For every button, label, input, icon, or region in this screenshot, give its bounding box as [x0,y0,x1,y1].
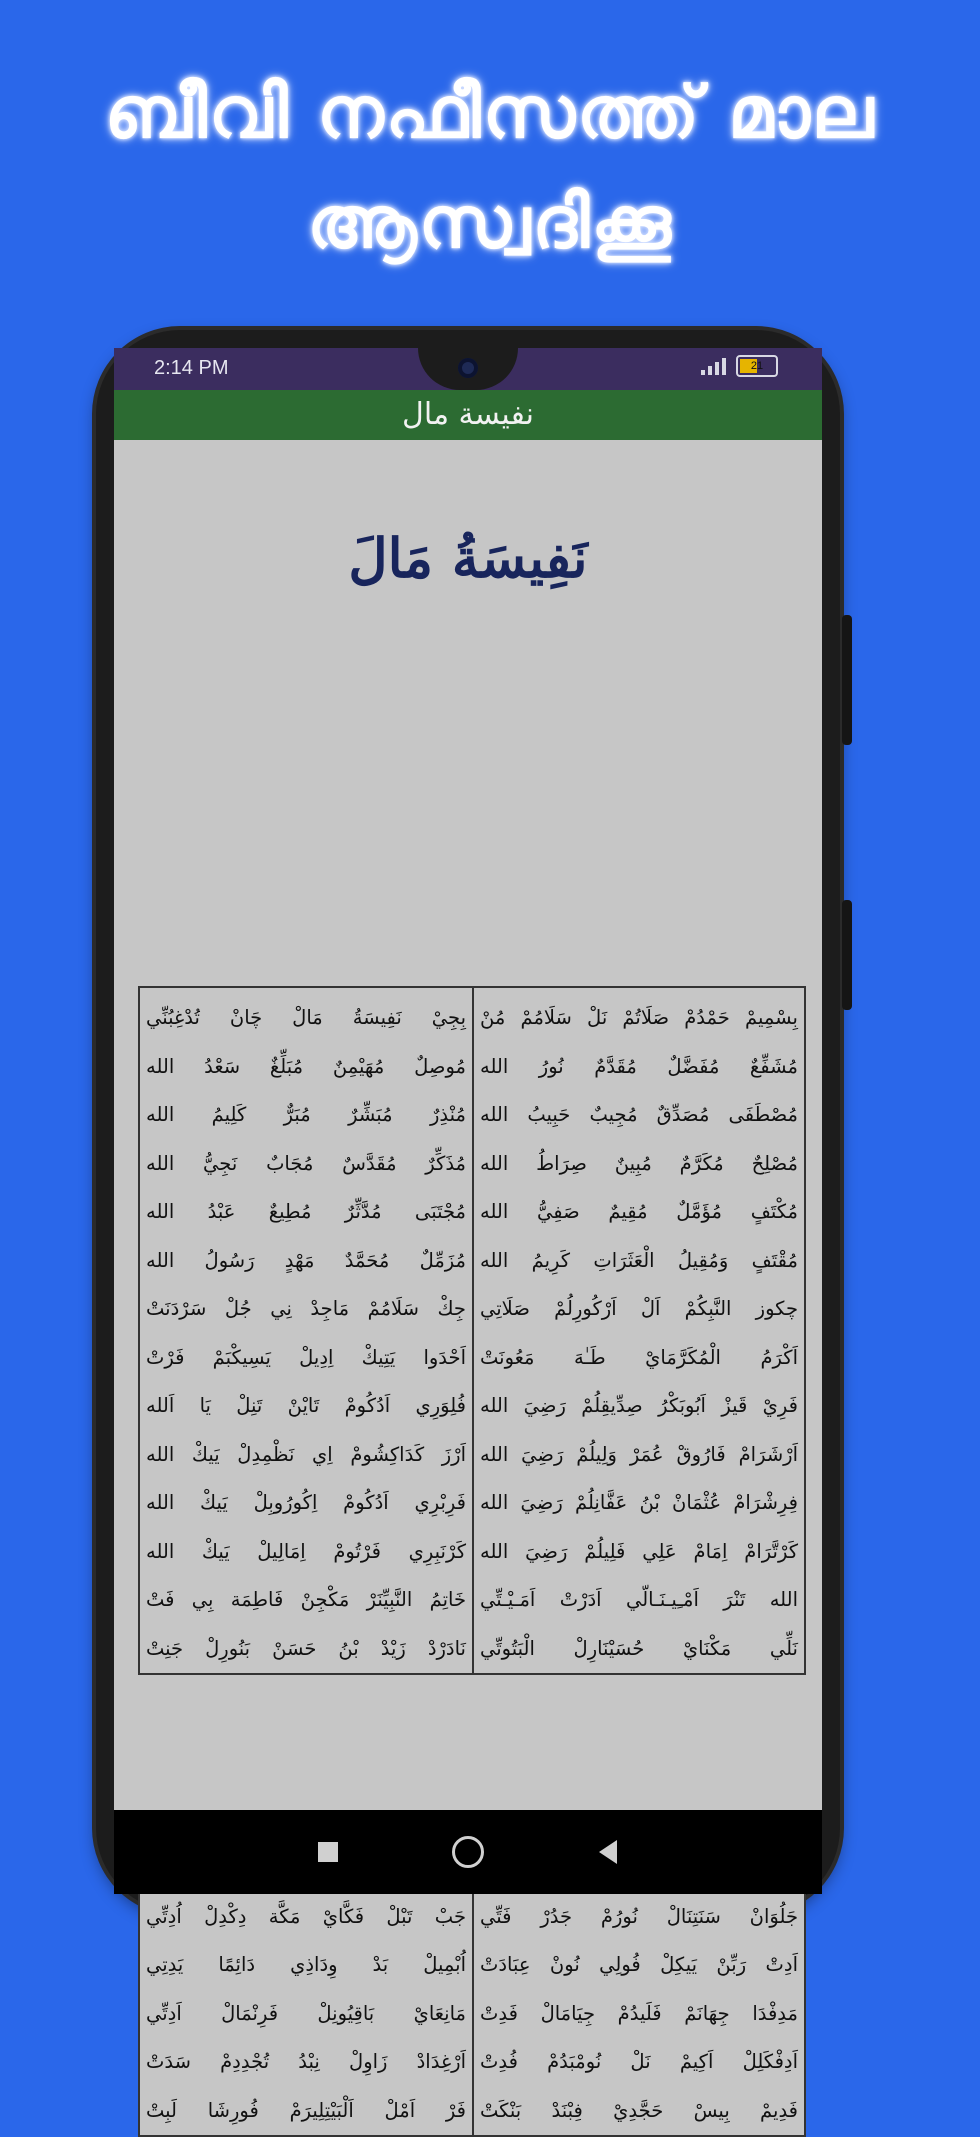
verse-line: نَادَرْدْ زَيْدْ بْنُ حَسَنْ بَنُورِلْ جَنِتْ [146,1636,466,1660]
verse-line: اَكْرَمُ الْمُكَرَّمَايْ طَـٰهَ مَعُونَتْ [480,1345,798,1369]
verse-line: اَرْشَرَامْ فَارُوقْ عُمَرْ وَلِيلُمْ رَضِيَ الله [480,1442,798,1466]
verse-line: خَاتِمُ النَّبِيِّنَرْ مَكْجِنْ فَاطِمَة بِي فَتْ [146,1588,466,1611]
phone-volume-button [842,615,852,745]
battery-icon [736,355,778,377]
recents-button[interactable] [298,1810,358,1894]
verse-table-1 [138,986,806,1675]
back-button[interactable] [578,1810,638,1894]
verse-line: الله تَنْرَ اَمْـِيـنَـالّي اَدَرْتْ اَمَـيْـتِّي [480,1588,798,1611]
status-time: 2:14 PM [154,357,229,379]
verse-line: جِكْ سَلَامُمْ مَاجِدْ نِي جُلْ سَرْدَنَتْ [146,1297,466,1320]
verse-line: اُبْمِيلْ بَدْ وِدَاذِي دَائِمًا يَدِتِي [146,1953,466,1976]
phone-power-button [842,900,852,1010]
app-bar [114,390,822,440]
verse-line: مَانِعَايْ بَاقِيُونِلْ فَرِنْمَالْ اَدِتِّي [146,2001,466,2025]
verse-line: مُنْذِرٌ مُبَشِّرٌ مُبَرٌّ كَلِيمُ الله [146,1103,466,1126]
square-icon [318,1842,338,1862]
verse-line: نَلِّي مَكْنَايْ حُسَيْنَارِلْ الْبَتُوتِّي [480,1636,798,1660]
verse-line: فُلِوَرِي اَدُكُومْ تَايْنْ تَنِلْ يَا اَلله [146,1394,466,1417]
phone-mockup [96,330,840,2122]
verse-line: مُجْتَبَى مُدَّثِّرٌ مُطِيعٌ عَبْدُ الله [146,1200,466,1223]
verse-line: مُصْلِحٌ مُكَرَّمٌ مُبِينٌ صِرَاطُ الله [480,1151,798,1175]
verse-column-left [140,988,472,1673]
verse-line: اَدِتْ رَبِّنْ يَيكِلْ فُولِي نُونْ عِبَادَتْ [480,1953,798,1976]
verse-line: فَرِيْ قَيزْ اَبُوبَكْرُ صِدِّيقِلُمْ رَضِيَ الله [480,1394,798,1417]
verse-line: اَرْغِدَادْ زَاوِلْ نِبْدُ تُجْدِدِمْ سَدَتْ [146,2050,466,2073]
verse-line: اَرْزَ كَدَاكِشُومْ اِي نَظْمِدِلْ يَيكْ الله [146,1442,466,1466]
verse-line: مُزَمِّلٌ مُحَمَّدٌ مَهْدٍ رَسُولُ الله [146,1248,466,1272]
verse-line: جَبْ تَبْلْ فَكَّايْ مَكَّة دِكْدِلْ اُدِتِّي [146,1904,466,1928]
verse-line: مُكْتَفٍ مُؤَمَّلٌ مُقِيمٌ صَفِيُّ الله [480,1200,798,1223]
promo-headline-line2: ആസ്വദിക്കൂ [307,180,673,264]
verse-line: فِرِشْرَامْ عُثْمَانْ بْنُ عَفَّانِلُمْ رَضِيَ الله [480,1491,798,1514]
document-view[interactable] [114,440,822,2122]
verse-line: اَحْدَوا يَتِيكْ اِدِيلْ يَسِيكْبَمْ فَرْتْ [146,1345,466,1369]
verse-line: كَرْتَّرَامْ اِمَامْ عَلِي فَلِيلُمْ رَضِيَ الله [480,1539,798,1563]
verse-column-right [472,988,804,1673]
back-triangle-icon [599,1840,617,1864]
verse-line: فَرْ اَمْلْ اَلْبَيْتِلِيرَمْ فُورِشَا لَبِتْ [146,2098,466,2122]
verse-line: بِجِيْ نَفِيسَةُ مَالْ چَانْ تُدْغِبُنِّي [146,1006,466,1029]
home-button[interactable] [438,1810,498,1894]
verse-line: چكوز النَّبِكُمْ اَلْ اَرْكُورِلُمْ صَلَاتِي [480,1297,798,1320]
verse-line: مُصْطَفَى مُصَدِّقٌ مُجِيبٌ حَبِيبُ الله [480,1103,798,1126]
status-icons [701,355,778,377]
verse-line: مُقْتَفٍ وَمُقِيلُ الْعَثَرَاتِ كَرِيمُ الله [480,1248,798,1272]
circle-icon [452,1836,484,1868]
verse-line: فَرِبْرِي اَدُكُومْ اِكُورُوبِلْ يَيكْ الله [146,1491,466,1514]
verse-line: مُشَفِّعٌ مُفَضَّلٌ مُقَدَّمٌ نُورُ الله [480,1054,798,1078]
navigation-bar [114,1810,822,1894]
verse-line: مَدِفْدَا جِهَانَمْ فَلَيدُمْ جِيَامَالْ فَدِتْ [480,2001,798,2025]
signal-icon [701,357,726,375]
verse-line: فَدِيمْ بِيسْ حَجَّدِيْ فِبْنَدْ بَنْكَتْ [480,2098,798,2122]
verse-line: كَرْنَبِرِي فَرْتُومْ اِمَالِيلْ يَيكْ الله [146,1539,466,1563]
promo-headline-line1: ബീവി നഫീസത്ത് മാല [104,70,876,154]
front-camera-icon [458,358,478,378]
verse-line: اَدِفْكَلِلْ اَكِيمْ نَلْ نُومْبَدُمْ فُدِتْ [480,2050,798,2073]
verse-line: مُوصِلٌ مُهَيْمِنٌ مُبَلِّغٌ سَعْدُ الله [146,1054,466,1078]
verse-line: جَلُوَانْ سَنَتِنَالْ نُورُمْ جَدُرْ فَتِّي [480,1904,798,1928]
verse-line: مُذَكِّرٌ مُقَدَّسٌ مُجَابٌ نَجِيُّ الله [146,1151,466,1175]
phone-screen [114,348,822,2122]
app-bar-title: نفيسة مال [402,397,534,432]
verse-line: بِسْمِيمْ حَمْدُمْ صَلَاتُمْ نَلْ سَلَامُمْ مُنْ [480,1006,798,1029]
battery-level: 21 [750,360,764,372]
document-title: نَفِيسَةُ مَالَ [348,526,588,590]
